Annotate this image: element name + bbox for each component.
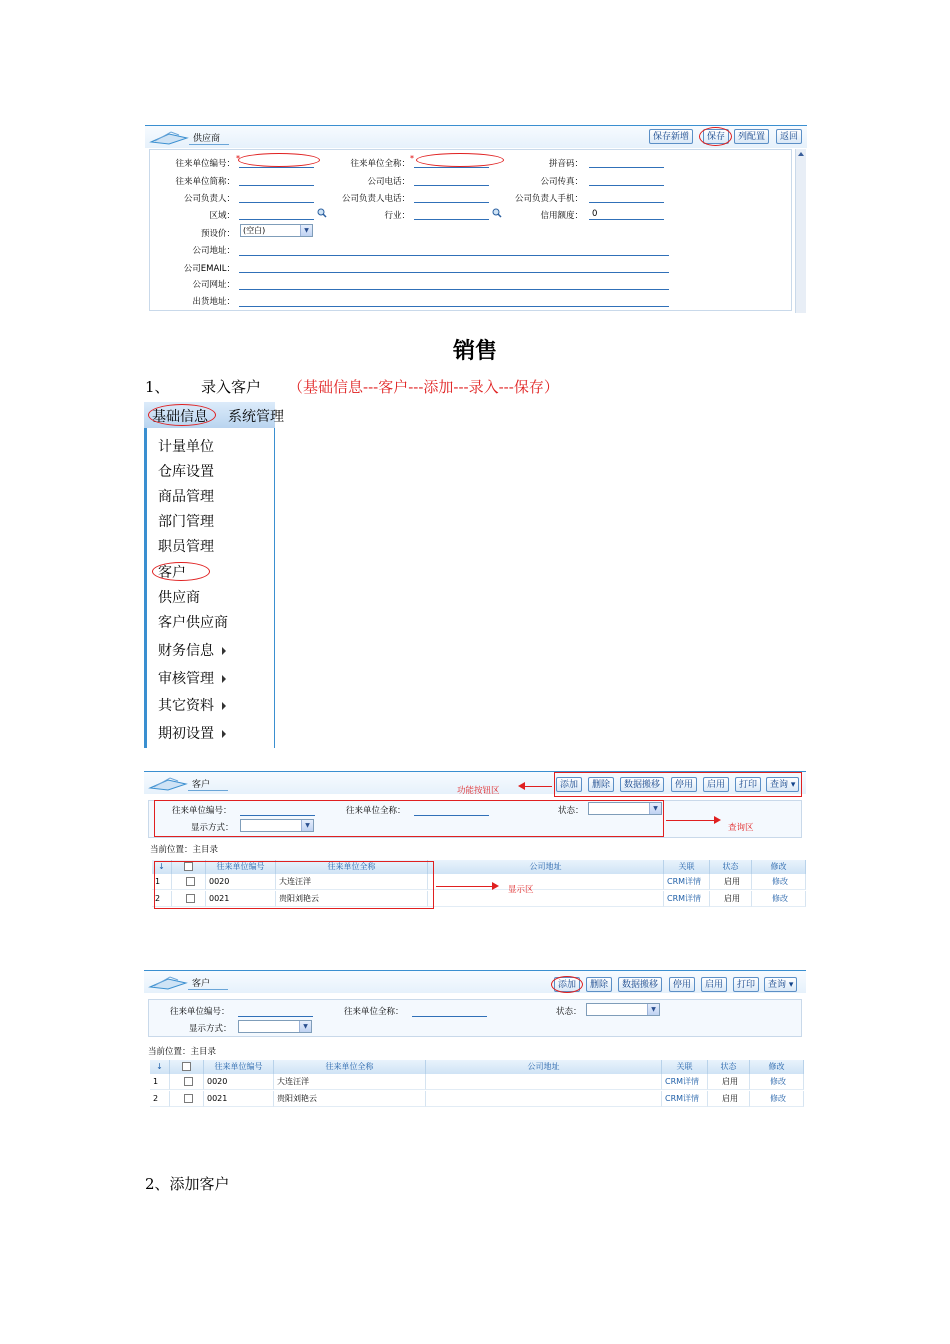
row-checkbox[interactable] — [170, 1074, 204, 1090]
filter-display-label: 显示方式： — [191, 823, 234, 833]
row-name: 大连汪洋 — [276, 874, 428, 890]
save-button[interactable]: 保存 — [703, 129, 729, 144]
display-area-arrow-line — [436, 886, 492, 887]
row-status: 启用 — [708, 1091, 750, 1107]
supplier-form-screenshot — [145, 125, 807, 315]
function-area-label: 功能按钮区 — [457, 786, 500, 796]
menu-item-initial-label: 期初设置 — [158, 726, 214, 742]
submenu-arrow-icon — [222, 675, 226, 683]
menu-item-department[interactable]: 部门管理 — [158, 514, 214, 530]
filter-code-input[interactable] — [238, 1016, 313, 1017]
filter-display-select[interactable] — [238, 1020, 312, 1033]
chevron-down-icon: ▼ — [649, 803, 661, 814]
ship-address-input[interactable] — [239, 306, 669, 307]
full-name-input[interactable] — [414, 167, 489, 168]
phone-label: 公司电话： — [367, 177, 410, 187]
row-crm-link[interactable]: CRM详情 — [664, 891, 710, 907]
row-crm-link[interactable]: CRM详情 — [664, 874, 710, 890]
manager-mobile-input[interactable] — [589, 202, 664, 203]
customer-highlight-ellipse — [152, 562, 210, 581]
col-address[interactable]: 公司地址 — [428, 860, 664, 874]
credit-value[interactable]: 0 — [592, 209, 598, 219]
col-select[interactable] — [170, 1060, 204, 1074]
col-code[interactable]: 往来单位编号 — [206, 860, 276, 874]
function-area-arrow-line — [524, 786, 552, 787]
row-checkbox-box[interactable] — [184, 1094, 193, 1103]
column-config-button[interactable]: 列配置 — [734, 129, 769, 144]
print-button[interactable]: 打印 — [735, 777, 761, 792]
row-number: 2 — [150, 1091, 170, 1107]
short-name-label: 往来单位简称： — [175, 177, 235, 187]
menu-item-unit[interactable]: 计量单位 — [158, 439, 214, 455]
chevron-down-icon: ▼ — [647, 1004, 659, 1015]
filter-display-label: 显示方式： — [189, 1024, 232, 1034]
data-migrate-button[interactable]: 数据搬移 — [620, 777, 664, 792]
display-area-box — [154, 861, 434, 909]
location-breadcrumb: 当前位置：主目录 — [148, 1047, 217, 1057]
phone-input[interactable] — [414, 185, 489, 186]
website-label: 公司网址： — [192, 280, 235, 290]
row-number: 1 — [152, 874, 172, 890]
enable-button[interactable]: 启用 — [703, 777, 729, 792]
fax-label: 公司传真： — [540, 177, 583, 187]
menu-tabbar — [144, 402, 284, 428]
app-logo-icon — [148, 973, 190, 991]
region-label: 区域： — [209, 211, 235, 221]
enable-button[interactable]: 启用 — [701, 977, 727, 992]
row-status: 启用 — [708, 1074, 750, 1090]
full-name-required-mark: * — [410, 154, 414, 163]
industry-search-icon[interactable] — [492, 208, 502, 218]
pinyin-input[interactable] — [589, 167, 664, 168]
app-logo-icon — [148, 774, 190, 792]
credit-input[interactable] — [589, 219, 664, 220]
row-status: 启用 — [710, 891, 752, 907]
col-sort[interactable]: ↓ — [152, 860, 172, 874]
menu-screenshot — [144, 402, 284, 748]
tab-basic-info[interactable]: 基础信息 — [152, 409, 208, 425]
filter-status-label: 状态： — [558, 806, 584, 816]
pinyin-label: 拼音码： — [548, 159, 583, 169]
menu-item-staff[interactable]: 职员管理 — [158, 539, 214, 555]
tab-highlight-ellipse — [148, 404, 216, 426]
chevron-down-icon: ▼ — [300, 225, 312, 236]
submenu-arrow-icon — [222, 702, 226, 710]
menu-item-product[interactable]: 商品管理 — [158, 489, 214, 505]
scroll-up-icon[interactable] — [798, 152, 804, 156]
customer-list-add — [144, 970, 806, 1108]
row-name: 大连汪洋 — [274, 1074, 426, 1090]
query-button-label: 查询 — [770, 780, 789, 790]
row-name: 贵阳刘艳云 — [274, 1091, 426, 1107]
query-area-arrow-icon — [714, 816, 721, 824]
menu-item-warehouse[interactable]: 仓库设置 — [158, 464, 214, 480]
manager-mobile-label: 公司负责人手机： — [514, 194, 583, 204]
supplier-form-title: 供应商 — [193, 134, 221, 144]
customer-table — [150, 1060, 804, 1108]
menu-item-supplier[interactable]: 供应商 — [158, 590, 200, 606]
save-and-new-button[interactable]: 保存新增 — [649, 129, 693, 144]
address-label: 公司地址： — [192, 246, 235, 256]
code-required-mark: * — [236, 154, 240, 163]
full-name-highlight-ellipse — [416, 153, 504, 167]
col-sort[interactable]: ↓ — [150, 1060, 170, 1074]
step1-path: （基础信息---客户---添加---录入---保存） — [288, 378, 559, 396]
title-underline — [188, 790, 228, 791]
display-area-arrow-icon — [492, 882, 499, 890]
print-button[interactable]: 打印 — [733, 977, 759, 992]
step1-number: 1、 — [145, 378, 170, 396]
menu-item-audit[interactable] — [158, 668, 226, 688]
menu-item-finance[interactable] — [158, 640, 226, 660]
tab-system-management[interactable]: 系统管理 — [228, 409, 284, 425]
col-name[interactable]: 往来单位全称 — [276, 860, 428, 874]
industry-input[interactable] — [414, 219, 489, 220]
row-crm-link[interactable]: CRM详情 — [662, 1091, 708, 1107]
row-edit-link[interactable]: 修改 — [752, 891, 806, 907]
display-area-label: 显示区 — [508, 885, 534, 895]
row-number: 2 — [152, 891, 172, 907]
filter-name-label: 往来单位全称： — [346, 806, 406, 816]
website-input[interactable] — [239, 289, 669, 290]
row-checkbox-box[interactable] — [184, 1077, 193, 1086]
customer-list-annotated — [144, 771, 806, 915]
menu-item-other-label: 其它资料 — [158, 698, 214, 714]
add-button[interactable]: 添加 — [554, 977, 580, 992]
address-input[interactable] — [239, 255, 669, 256]
manager-input[interactable] — [239, 202, 314, 203]
chevron-down-icon: ▼ — [301, 820, 313, 831]
short-name-input[interactable] — [239, 185, 314, 186]
full-name-label: 往来单位全称： — [350, 159, 410, 169]
data-migrate-button[interactable]: 数据搬移 — [618, 977, 662, 992]
row-crm-link[interactable]: CRM详情 — [662, 1074, 708, 1090]
manager-phone-input[interactable] — [414, 202, 489, 203]
col-edit[interactable]: 修改 — [750, 1060, 804, 1074]
filter-name-input[interactable] — [412, 1016, 487, 1017]
code-highlight-ellipse — [238, 153, 320, 167]
preset-price-select[interactable] — [240, 224, 313, 237]
query-area-box — [154, 800, 664, 837]
filter-status-select[interactable] — [586, 1003, 660, 1016]
query-button[interactable]: 查询 ▾ — [766, 777, 799, 792]
manager-label: 公司负责人： — [183, 194, 235, 204]
query-button[interactable]: 查询 ▾ — [764, 977, 797, 992]
code-input[interactable] — [239, 167, 314, 168]
row-status: 启用 — [710, 874, 752, 890]
col-address[interactable]: 公司地址 — [426, 1060, 662, 1074]
row-code: 0020 — [206, 874, 276, 890]
industry-label: 行业： — [384, 211, 410, 221]
preset-price-value: (空白) — [243, 226, 266, 235]
col-status[interactable]: 状态 — [710, 860, 752, 874]
query-area-arrow-line — [666, 820, 714, 821]
email-input[interactable] — [239, 272, 669, 273]
delete-button[interactable]: 删除 — [588, 777, 614, 792]
save-highlight-ellipse — [699, 127, 732, 146]
row-address — [426, 1074, 662, 1090]
col-code[interactable]: 往来单位编号 — [204, 1060, 274, 1074]
row-edit-link[interactable]: 修改 — [750, 1091, 804, 1107]
disable-button[interactable]: 停用 — [671, 777, 697, 792]
row-edit-link[interactable]: 修改 — [750, 1074, 804, 1090]
customer-list-title: 客户 — [192, 780, 211, 790]
add-button[interactable]: 添加 — [556, 777, 582, 792]
select-all-checkbox[interactable] — [182, 1062, 191, 1071]
row-number: 1 — [150, 1074, 170, 1090]
menu-item-customer-supplier[interactable]: 客户供应商 — [158, 615, 228, 631]
supplier-form-header — [145, 125, 807, 148]
app-logo-icon — [149, 128, 191, 146]
row-code: 0021 — [204, 1091, 274, 1107]
submenu-arrow-icon — [222, 647, 226, 655]
query-button-label: 查询 — [768, 980, 787, 990]
form-scrollbar[interactable] — [795, 149, 806, 313]
disable-button[interactable]: 停用 — [669, 977, 695, 992]
region-search-icon[interactable] — [317, 208, 327, 218]
menu-item-other[interactable] — [158, 695, 226, 715]
filter-name-label: 往来单位全称： — [344, 1007, 404, 1017]
add-highlight-ellipse — [551, 976, 583, 993]
back-button[interactable]: 返回 — [776, 129, 802, 144]
filter-code-label: 往来单位编号： — [170, 1007, 230, 1017]
menu-item-initial[interactable] — [158, 723, 226, 743]
preset-price-label: 预设价： — [200, 229, 235, 239]
step2-title: 2、添加客户 — [145, 1175, 230, 1193]
filter-code-label: 往来单位编号： — [172, 806, 232, 816]
email-label: 公司EMAIL： — [183, 264, 235, 274]
ship-address-label: 出货地址： — [192, 297, 235, 307]
step1-title: 录入客户 — [201, 378, 262, 396]
col-link[interactable]: 关联 — [664, 860, 710, 874]
customer-list-header — [144, 970, 806, 993]
row-address — [428, 891, 664, 907]
row-checkbox[interactable] — [170, 1091, 204, 1107]
location-breadcrumb: 当前位置：主目录 — [150, 845, 219, 855]
menu-item-audit-label: 审核管理 — [158, 671, 214, 687]
row-code: 0021 — [206, 891, 276, 907]
col-name[interactable]: 往来单位全称 — [274, 1060, 426, 1074]
code-label: 往来单位编号： — [175, 159, 235, 169]
credit-label: 信用额度： — [540, 211, 583, 221]
customer-list-title: 客户 — [192, 979, 211, 989]
menu-item-customer[interactable]: 客户 — [158, 565, 186, 581]
filter-status-label: 状态： — [556, 1007, 582, 1017]
form-body — [149, 149, 792, 311]
row-code: 0020 — [204, 1074, 274, 1090]
col-edit[interactable]: 修改 — [752, 860, 806, 874]
fax-input[interactable] — [589, 185, 664, 186]
function-area-box — [554, 772, 802, 797]
section-heading: 销售 — [452, 338, 497, 364]
title-underline — [189, 144, 229, 145]
row-name: 贵阳刘艳云 — [276, 891, 428, 907]
region-input[interactable] — [239, 219, 314, 220]
title-underline — [188, 989, 228, 990]
row-address — [428, 874, 664, 890]
chevron-down-icon: ▼ — [299, 1021, 311, 1032]
menu-item-finance-label: 财务信息 — [158, 643, 214, 659]
col-status[interactable]: 状态 — [708, 1060, 750, 1074]
row-address — [426, 1091, 662, 1107]
manager-phone-label: 公司负责人电话： — [341, 194, 410, 204]
col-link[interactable]: 关联 — [662, 1060, 708, 1074]
delete-button[interactable]: 删除 — [586, 977, 612, 992]
submenu-arrow-icon — [222, 730, 226, 738]
query-area-label: 查询区 — [728, 823, 754, 833]
row-edit-link[interactable]: 修改 — [752, 874, 806, 890]
